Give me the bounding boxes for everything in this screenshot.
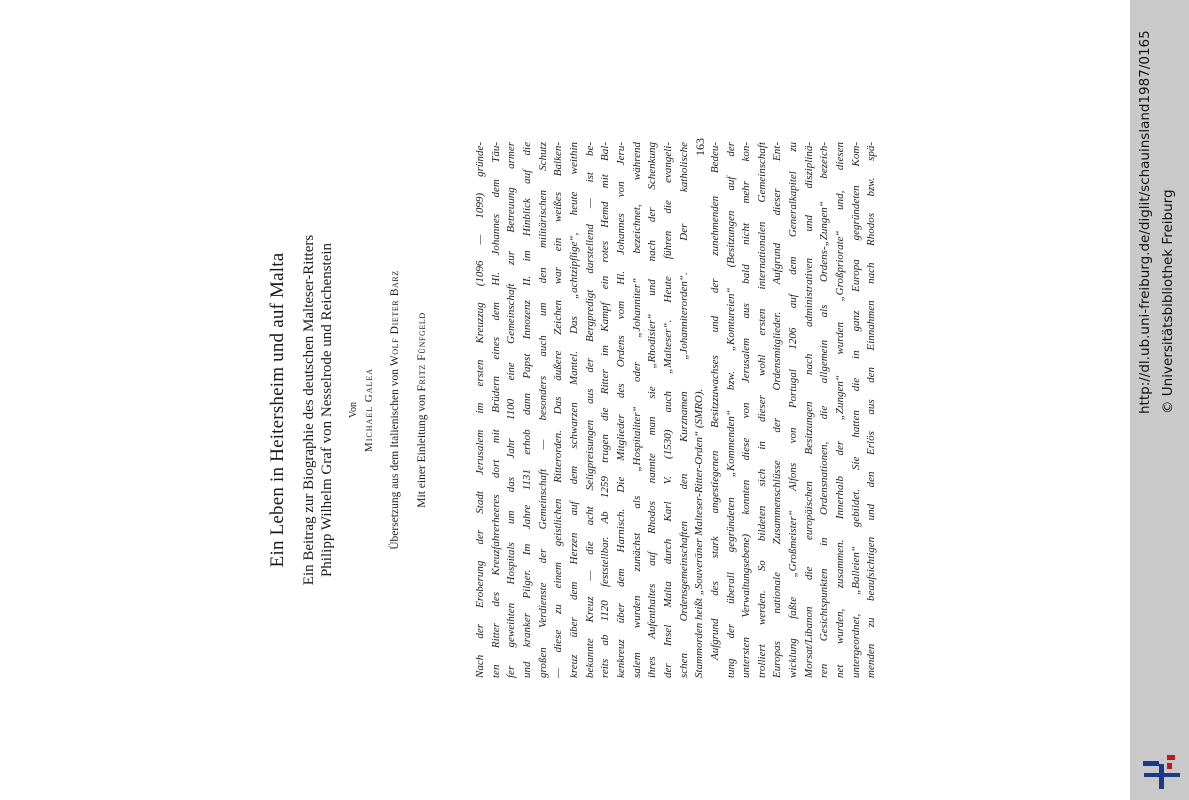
body-line: Stammorden heißt „Souveräner Malteser-Ritter-Orden“ (SMRO). <box>693 388 706 678</box>
copyright-notice: © Universitätsbibliothek Freiburg <box>1160 189 1176 414</box>
body-line: bekannte Kreuz — die acht Seligpreisungen aus der Bergpredigt darstellend — ist be- <box>583 142 596 678</box>
body-line: tung der überall gegründeten „Kommenden“ bzw. „Komtureien“ (Besitzungen auf der <box>724 142 737 678</box>
body-line: und kranker Pilger. Im Jahre 1131 erhob dann Papst Innozenz II. im Hinblick auf die <box>520 142 533 678</box>
article-title: Ein Leben in Heitersheim und auf Malta <box>267 252 288 568</box>
introduction-credit <box>416 140 428 680</box>
logo-bar-left <box>1143 761 1159 766</box>
body-line: untersten Verwaltungsebene) konnten diese von Jerusalem aus bald nicht mehr kon- <box>740 142 753 678</box>
body-line: großen Verdienste der Gemeinschaft — besonders auch um den militärischen Schutz <box>536 142 549 678</box>
translation-credit <box>389 140 401 680</box>
body-line: salem wurden zunächst als „Hospitaliter“ oder „Johanniter“ bezeichnet, während <box>630 142 643 678</box>
body-line: kreuz über dem Herzen auf dem schwarzen Mantel. Das „achtzipflige“, heute weithin <box>567 142 580 678</box>
permalink-url[interactable]: http://dl.ub.uni-freiburg.de/diglit/schauinsland1987/0165 <box>1137 30 1153 414</box>
body-line: Nach der Eroberung der Stadt Jerusalem im ersten Kreuzzug (1096 — 1099) gründe- <box>474 142 486 678</box>
logo-bar-lower <box>1144 773 1180 777</box>
body-line: trolliert werden. So bildeten sich in dieser wohl ersten internationalen Gemeinschaft <box>755 142 768 678</box>
body-line: ten Ritter des Kreuzfahrerheeres dort mit Brüdern eines dem Hl. Johannes dem Täu- <box>489 142 502 678</box>
sidebar-text <box>1134 30 1180 414</box>
body-line: menden zu beaufsichtigen und den Erlös aus den Einnahmen nach Rhodos bzw. spä- <box>865 142 878 678</box>
body-line: Aufgrund des stark angestiegenen Besitzzuwachses und der zunehmenden Bedeu- <box>708 142 721 660</box>
body-text <box>473 142 880 678</box>
byline-von: Von <box>348 402 359 418</box>
translation-prefix: Übersetzung aus dem Italienischen von <box>389 369 401 550</box>
body-line: der Insel Malta durch Karl V. (1530) auch „Malteser“. Heute führen die evangeli- <box>661 142 674 678</box>
logo-bar-red-right <box>1167 763 1172 769</box>
article-subtitle-line-1: Ein Beitrag zur Biographie des deutschen Malteser-Ritters <box>301 234 317 586</box>
ub-freiburg-logo-icon[interactable] <box>1141 752 1181 792</box>
body-line: ihres Aufenthaltes auf Rhodos nannte man sie „Rhodisier“ und nach der Schenkung <box>646 142 659 678</box>
body-line: ren Gesichtspunkten in Ordensnationen, die allgemein als Ordens-„Zungen“ bezeich- <box>818 142 831 678</box>
translator-name: Wolf Dieter Barz <box>389 270 401 367</box>
body-line: Europas nationale Zusammenschlüsse der Ordensmitglieder. Aufgrund dieser Ent- <box>771 142 784 678</box>
body-line: — diese zu einem geistlichen Ritterorden. Das äußere Zeichen war ein weißes Balken- <box>552 142 565 678</box>
body-line: untergeordnet, „Balleien“ gebildet. Sie hatten die in ganz Europa gegründeten Kom- <box>849 142 862 678</box>
body-line: Morsat/Libanon die europäischen Besitzungen nach administrativen und disziplinä- <box>802 142 815 678</box>
introduction-prefix: Mit einer Einleitung von <box>416 394 428 508</box>
body-line: reits ab 1120 feststellbar. Ab 1259 trugen die Ritter im Kampf ein rotes Hemd mit Bal- <box>599 142 612 678</box>
body-line: wicklung faßte „Großmeister“ Alfons von Portugal 1206 auf dem Generalkapitel zu <box>787 142 800 678</box>
introduction-author: Fritz Fünfgeld <box>416 312 428 392</box>
logo-bar-red-top <box>1167 755 1175 760</box>
page-number: 163 <box>693 138 707 156</box>
body-line: net wurden, zusammen. Innerhalb der „Zungen“ wurden „Großpriorate“ und, diesen <box>834 142 847 678</box>
rotated-page-content <box>263 140 923 680</box>
body-line: kenkreuz über dem Harnisch. Die Mitglieder des Ordens vom Hl. Johannes von Jeru- <box>614 142 627 678</box>
body-line: schen Ordensgemeinschaften den Kurznamen „Johanniterorden“. Der katholische <box>677 142 690 678</box>
author-name: Michael Galea <box>363 367 375 453</box>
article-subtitle-line-2: Philipp Wilhelm Graf von Nesselrode und Reichenstein <box>319 242 335 578</box>
body-line: fer geweihten Hospitals um das Jahr 1100 eine Gemeinschaft zur Betreuung armer <box>505 142 518 678</box>
